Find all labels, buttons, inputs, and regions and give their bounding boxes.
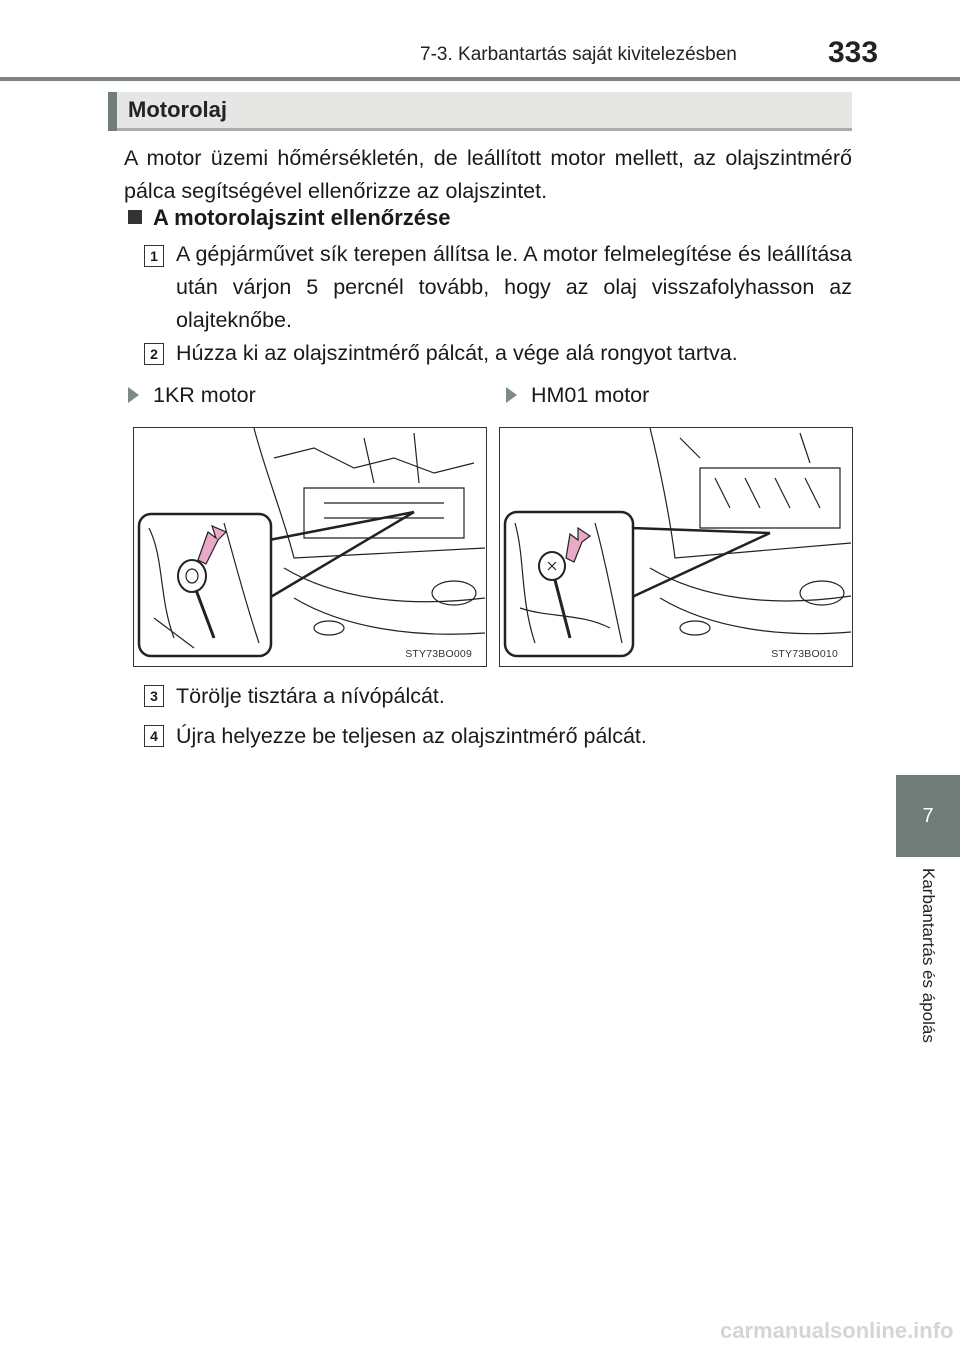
engine-figure-1kr: [133, 427, 487, 667]
step-text-1: A gépjárművet sík terepen állítsa le. A motor felmelegítése és leállítása után várjon 5 percnél tovább, hogy az olaj visszafolyhasson az olajteknőbe.: [176, 242, 852, 332]
square-bullet-icon: [128, 210, 142, 224]
chapter-tab-number: 7: [922, 804, 934, 827]
step-number-3: 3: [144, 685, 164, 707]
variant-label-hm01: HM01 motor: [506, 383, 649, 408]
figure-code-hm01: STY73BO010: [771, 648, 838, 660]
engine-figure-hm01: [499, 427, 853, 667]
step-number-1: 1: [144, 245, 164, 267]
section-heading: [108, 92, 852, 131]
chapter-title: 7-3. Karbantartás saját kivitelezésben: [420, 44, 737, 65]
page-number: 333: [828, 36, 879, 69]
triangle-bullet-icon: [128, 387, 139, 403]
step-text-4: Újra helyezze be teljesen az olajszintmérő pálcát.: [176, 724, 647, 748]
section-title: Motorolaj: [128, 97, 227, 122]
step-text-3: Törölje tisztára a nívópálcát.: [176, 684, 445, 708]
section-heading-bar: [108, 92, 117, 131]
chapter-tab-label: Karbantartás és ápolás: [919, 868, 938, 1043]
step-text-2: Húzza ki az olajszintmérő pálcát, a vége alá rongyot tartva.: [176, 341, 738, 365]
engine-bay-illustration: [134, 428, 485, 665]
intro-paragraph: A motor üzemi hőmérsékletén, de leállított motor mellett, az olajszintmérő pálca segítségével ellenőrizze az olajszintet.: [124, 146, 852, 203]
header-rule: [0, 77, 960, 81]
figure-code-1kr: STY73BO009: [405, 648, 472, 660]
variant-label-1kr: 1KR motor: [128, 383, 256, 408]
engine-bay-illustration: [500, 428, 851, 665]
chapter-tab: [896, 775, 960, 857]
step-number-4: 4: [144, 725, 164, 747]
watermark: carmanualsonline.info: [720, 1318, 954, 1343]
subheading-text: A motorolajszint ellenőrzése: [153, 205, 451, 230]
step-number-2: 2: [144, 343, 164, 365]
subheading: [128, 205, 450, 231]
triangle-bullet-icon: [506, 387, 517, 403]
